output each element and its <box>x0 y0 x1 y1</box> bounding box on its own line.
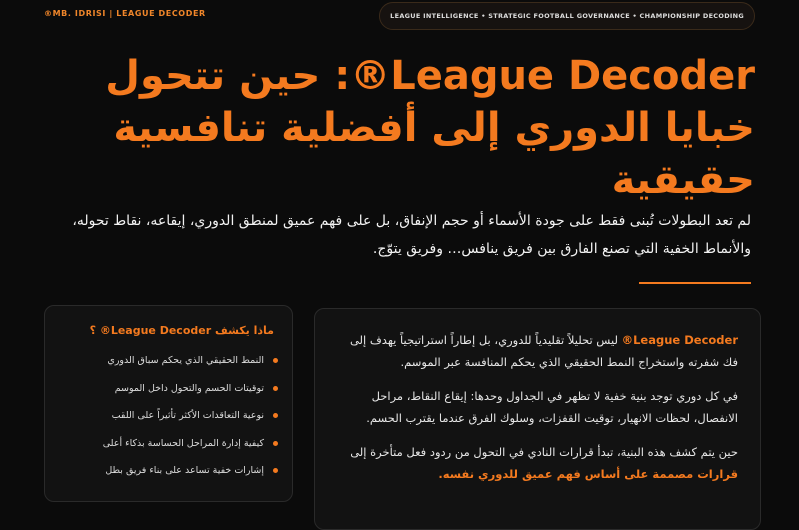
reveals-title: ماذا يكشف League Decoder® ؟ <box>89 324 274 337</box>
paragraph-1-text: ليس تحليلاً تقليدياً للدوري، بل إطاراً استراتيجياً يهدف إلى فك شفرته واستخراج النمط الحقيقي الذي يحكم المنافسة عبر الموسم. <box>349 333 738 369</box>
list-item-label: إشارات خفية تساعد على بناء فريق بطل <box>105 465 264 476</box>
description-card <box>314 308 761 530</box>
tagline-pill: LEAGUE INTELLIGENCE • STRATEGIC FOOTBALL GOVERNANCE • CHAMPIONSHIP DECODING <box>379 2 755 30</box>
list-item <box>68 354 278 382</box>
list-item <box>68 409 278 437</box>
paragraph-3-highlight: قرارات مصممة على أساس فهم عميق للدوري نفسه. <box>438 467 738 481</box>
description-paragraph-3 <box>333 441 738 485</box>
top-bar <box>0 0 799 30</box>
accent-divider <box>639 282 751 284</box>
bullet-dot-icon <box>273 441 278 446</box>
bullet-dot-icon <box>273 358 278 363</box>
description-paragraph-2: في كل دوري توجد بنية خفية لا تظهر في الجداول وحدها: إيقاع النقاط، مراحل الانفصال، لحظات الانهيار، توقيت القفزات، وسلوك الفرق عندما يقترب الحسم. <box>366 389 738 425</box>
list-item-label: نوعية التعاقدات الأكثر تأثيراً على اللقب <box>111 410 264 421</box>
list-item <box>68 464 278 492</box>
description-paragraph-1 <box>333 329 738 373</box>
brand-label: ®MB. IDRISI | LEAGUE DECODER <box>44 9 206 18</box>
product-name: League Decoder® <box>621 333 738 347</box>
bullet-dot-icon <box>273 413 278 418</box>
list-item <box>68 382 278 410</box>
list-item-label: النمط الحقيقي الذي يحكم سباق الدوري <box>107 355 264 366</box>
list-item-label: توقيتات الحسم والتحول داخل الموسم <box>114 382 264 394</box>
list-item-label: كيفية إدارة المراحل الحساسة بذكاء أعلى <box>102 437 264 449</box>
list-item <box>68 437 278 465</box>
hero-lead: لم تعد البطولات تُبنى فقط على جودة الأسماء أو حجم الإنفاق، بل على فهم عميق لمنطق الدوري، إيقاعه، نقاط تحوله، والأنماط الخفية التي تصنع الفارق بين فريق ينافس… وفريق يتوّج. <box>72 213 751 257</box>
paragraph-3-text: حين يتم كشف هذه البنية، تبدأ قرارات النادي في التحول من ردود فعل متأخرة إلى <box>350 445 738 459</box>
reveals-card <box>44 305 293 502</box>
reveals-list <box>68 354 278 492</box>
hero-title: League Decoder®: حين تتحول خبايا الدوري إلى أفضلية تنافسية حقيقية <box>105 53 755 203</box>
bullet-dot-icon <box>273 386 278 391</box>
description-body <box>333 329 738 497</box>
bullet-dot-icon <box>273 468 278 473</box>
